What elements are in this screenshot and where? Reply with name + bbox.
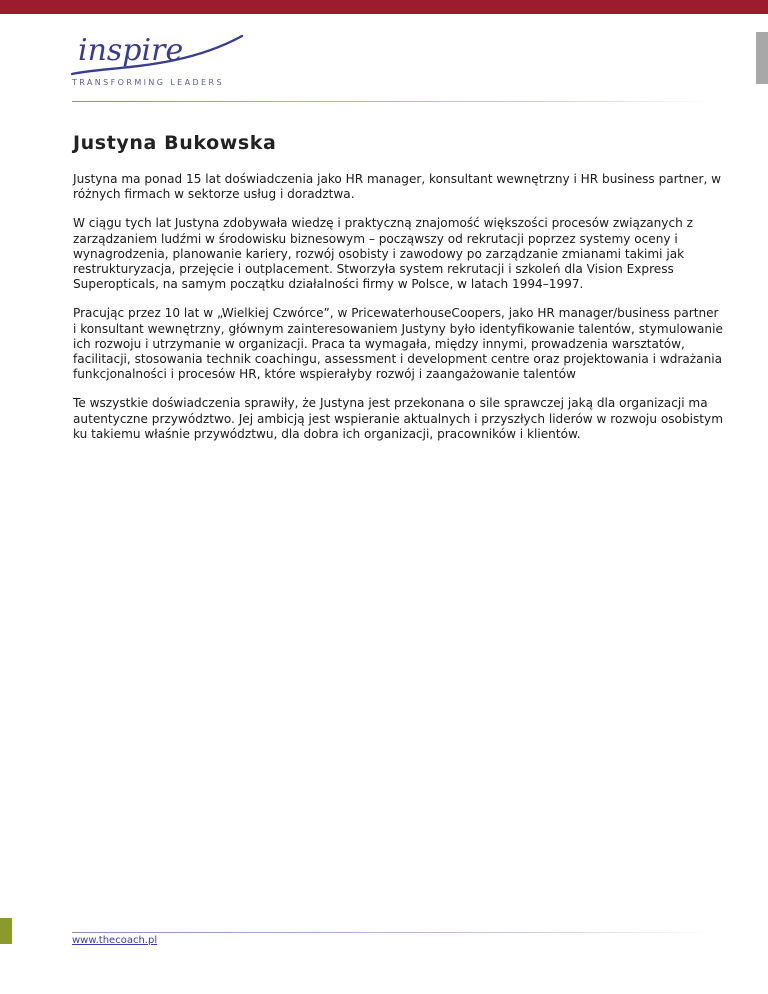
footer-side-marker [0,918,12,944]
header-divider [72,101,712,102]
svg-text:inspire: inspire [78,33,184,68]
inspire-logo-mark [70,30,250,76]
document-body [73,172,725,456]
top-accent-bar [0,0,768,14]
footer-website-link[interactable]: www.thecoach.pl [72,935,158,946]
page-edge-tab [756,32,768,84]
paragraph: Te wszystkie doświadczenia sprawiły, że Justyna jest przekonana o sile sprawczej jaką dla organizacji ma autentyczne przywództwo. Jej ambicją jest wspieranie aktualnych i przyszłych liderów w rozwoju osobistym ku takiemu właśnie przywództwu, dla dobra ich organizacji, pracowników i klientów. [73,396,723,441]
logo-tagline: TRANSFORMING LEADERS [72,78,224,87]
paragraph: Justyna ma ponad 15 lat doświadczenia jako HR manager, konsultant wewnętrzny i HR business partner, w różnych firmach w sektorze usług i doradztwa. [73,172,722,202]
paragraph: W ciągu tych lat Justyna zdobywała wiedzę i praktyczną znajomość większości procesów związanych z zarządzaniem ludźmi w środowisku biznesowym – począwszy od rekrutacji poprzez systemy oceny i wynagrodzenia, planowanie kariery, rozwój osobisty i zawodowy po zarządzanie zmianami takimi jak restrukturyzacja, przejęcie i outplacement. Stworzyła system rekrutacji i szkoleń dla Vision Express Superopticals, na samym początku działalności firmy w Polsce, w latach 1994–1997. [73,216,693,292]
page-title: Justyna Bukowska [73,132,277,154]
footer-divider [72,932,712,933]
paragraph: Pracując przez 10 lat w „Wielkiej Czwórce”, w PricewaterhouseCoopers, jako HR manager/business partner i konsultant wewnętrzny, głównym zainteresowaniem Justyny było identyfikowanie talentów, stymulowanie ich rozwoju i utrzymanie w organizacji. Praca ta wymagała, między innymi, prowadzenia warsztatów, facilitacji, stosowania technik coachingu, assessment i development centre oraz projektowania i wdrażania funkcjonalności i procesów HR, które wspierałyby rozwój i zaangażowanie talentów [73,306,723,382]
